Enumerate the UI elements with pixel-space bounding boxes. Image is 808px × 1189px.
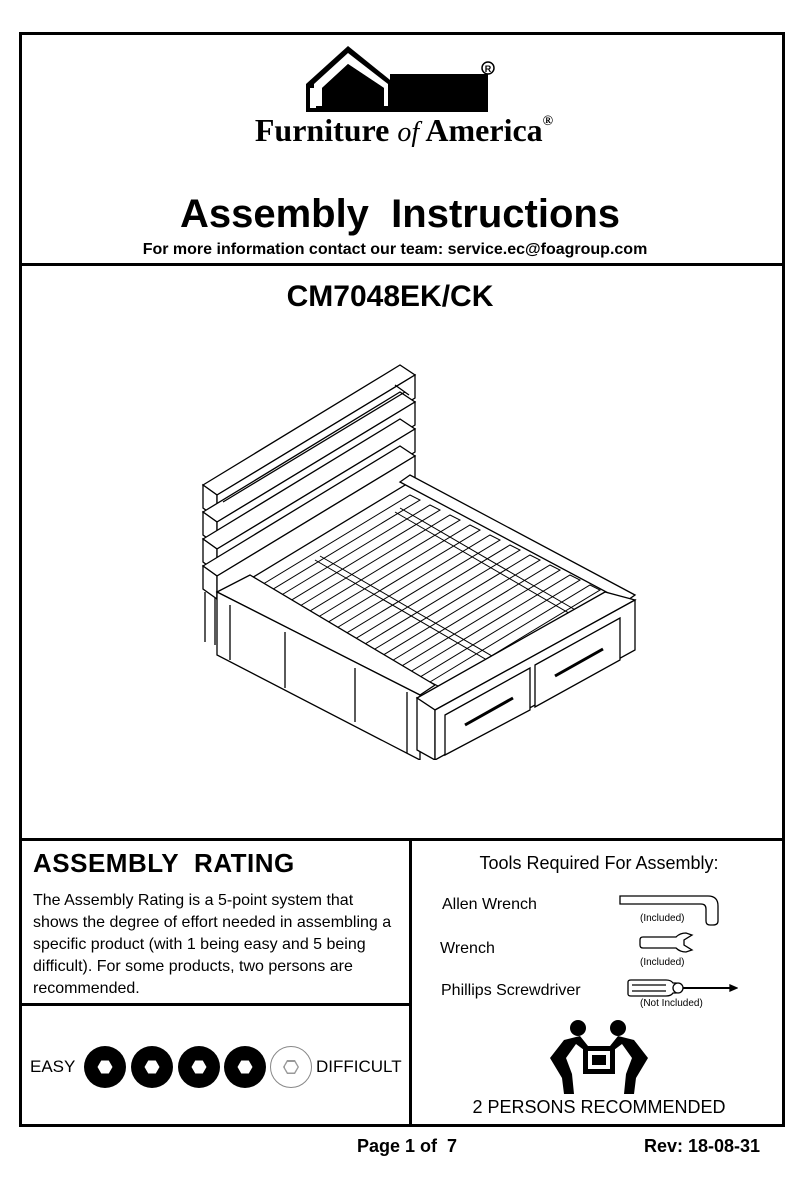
screwdriver-icon: [626, 978, 738, 998]
two-persons-icon: [548, 1018, 650, 1096]
divider-vertical: [409, 838, 412, 1127]
difficult-label: DIFFICULT: [316, 1057, 402, 1076]
rating-title: ASSEMBLY RATING: [33, 848, 295, 878]
rating-dot-2: [131, 1046, 173, 1088]
persons-recommended: 2 PERSONS RECOMMENDED: [472, 1097, 726, 1117]
brand-name-second: America: [425, 112, 543, 148]
contact-info: For more information contact our team: service.ec@foagroup.com: [142, 241, 648, 258]
tools-title: Tools Required For Assembly:: [479, 853, 719, 873]
bed-illustration: [195, 360, 640, 760]
tool-name-screwdriver: Phillips Screwdriver: [441, 982, 581, 999]
divider-product: [19, 838, 785, 841]
house-logo-icon: [300, 44, 500, 116]
tool-name-wrench: Wrench: [440, 940, 495, 957]
tool-note-allen-wrench: (Included): [640, 913, 685, 924]
svg-text:R: R: [484, 64, 492, 74]
divider-rating: [19, 1003, 412, 1006]
tool-name-allen-wrench: Allen Wrench: [442, 896, 537, 913]
brand-name-of: of: [397, 117, 420, 148]
rating-description: The Assembly Rating is a 5-point system that shows the degree of effort needed in assembling a specific product (with 1 being easy and 5 being difficult). For some products, two persons are recommended.: [33, 892, 392, 997]
tool-note-screwdriver: (Not Included): [640, 998, 703, 1009]
rating-dot-4: [224, 1046, 266, 1088]
divider-header: [19, 263, 785, 266]
registered-mark: ®: [542, 114, 554, 129]
product-model: CM7048EK/CK: [286, 280, 494, 313]
revision-date: Rev: 18-08-31: [644, 1136, 761, 1156]
rating-dot-5: [270, 1046, 312, 1088]
rating-dot-1: [84, 1046, 126, 1088]
wrench-icon: [638, 932, 694, 954]
tool-note-wrench: (Included): [640, 957, 685, 968]
brand-name: [0, 112, 808, 149]
easy-label: EASY: [30, 1057, 76, 1076]
page-number: Page 1 of 7: [357, 1136, 458, 1156]
page-title: Assembly Instructions: [179, 192, 621, 236]
brand-name-first: Furniture: [254, 112, 390, 148]
rating-dot-3: [178, 1046, 220, 1088]
